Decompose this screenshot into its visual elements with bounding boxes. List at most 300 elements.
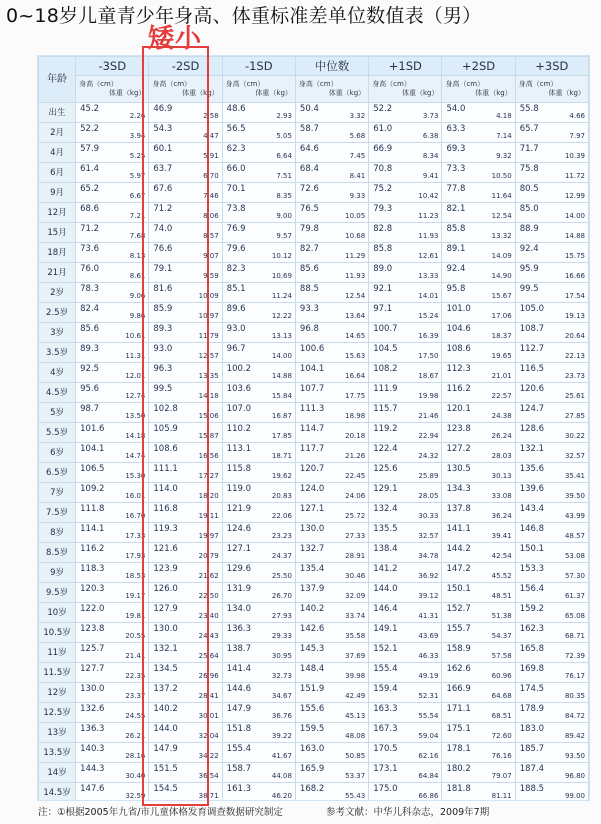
height-value: 89.0 bbox=[373, 264, 393, 274]
measurement-cell bbox=[369, 503, 442, 523]
measurement-cell bbox=[76, 783, 149, 802]
weight-value: 28.16 bbox=[125, 752, 146, 760]
measurement-cell bbox=[222, 183, 295, 203]
weight-value: 89.42 bbox=[564, 732, 585, 740]
measurement-cell bbox=[149, 483, 222, 503]
height-value: 122.4 bbox=[373, 444, 398, 454]
height-value: 168.2 bbox=[299, 784, 325, 794]
table-row bbox=[39, 683, 589, 703]
weight-value: 44.08 bbox=[271, 772, 292, 780]
measurement-cell bbox=[76, 163, 149, 183]
measurement-cell bbox=[442, 583, 515, 603]
band-subheader bbox=[222, 76, 295, 103]
age-label: 21月 bbox=[39, 263, 76, 283]
weight-value: 6.38 bbox=[422, 132, 439, 140]
height-value: 119.2 bbox=[373, 424, 398, 434]
measurement-cell bbox=[222, 683, 295, 703]
weight-value: 23.23 bbox=[271, 532, 292, 540]
weight-value: 41.67 bbox=[271, 752, 292, 760]
measurement-cell bbox=[515, 663, 588, 683]
weight-value: 6.70 bbox=[203, 172, 219, 180]
weight-value: 8.41 bbox=[349, 172, 366, 180]
measurement-cell bbox=[442, 563, 515, 583]
height-value: 105.9 bbox=[153, 424, 178, 434]
table-header bbox=[39, 57, 589, 103]
height-value: 85.6 bbox=[80, 324, 100, 334]
weight-value: 26.70 bbox=[271, 592, 292, 600]
height-value: 159.2 bbox=[519, 604, 545, 614]
measurement-cell bbox=[295, 203, 368, 223]
weight-value: 55.54 bbox=[418, 712, 439, 720]
weight-value: 48.57 bbox=[564, 532, 585, 540]
measurement-cell bbox=[295, 263, 368, 283]
weight-value: 96.80 bbox=[564, 772, 585, 780]
table-row bbox=[39, 223, 589, 243]
measurement-cell bbox=[295, 483, 368, 503]
height-unit-label: 身高（cm） bbox=[152, 80, 192, 88]
weight-value: 19.97 bbox=[198, 532, 219, 540]
weight-value: 41.31 bbox=[418, 612, 439, 620]
weight-value: 12.61 bbox=[418, 252, 439, 260]
weight-value: 24.38 bbox=[491, 412, 512, 420]
measurement-cell bbox=[76, 543, 149, 563]
table-row bbox=[39, 263, 589, 283]
weight-value: 3.94 bbox=[129, 132, 146, 140]
weight-value: 42.49 bbox=[345, 692, 366, 700]
weight-value: 17.93 bbox=[125, 552, 146, 560]
age-label: 12月 bbox=[39, 203, 76, 223]
measurement-cell bbox=[222, 743, 295, 763]
weight-value: 15.84 bbox=[271, 392, 292, 400]
weight-value: 26.24 bbox=[491, 432, 512, 440]
height-value: 75.2 bbox=[373, 184, 393, 194]
height-value: 95.8 bbox=[446, 284, 466, 294]
weight-value: 35.58 bbox=[345, 632, 366, 640]
measurement-cell bbox=[515, 483, 588, 503]
measurement-cell bbox=[442, 363, 515, 383]
height-value: 152.7 bbox=[446, 604, 471, 614]
age-label: 10.5岁 bbox=[39, 623, 76, 643]
weight-value: 10.42 bbox=[418, 192, 439, 200]
measurement-cell bbox=[149, 763, 222, 783]
weight-value: 17.85 bbox=[271, 432, 292, 440]
weight-value: 23.73 bbox=[564, 372, 585, 380]
height-value: 163.0 bbox=[299, 744, 325, 754]
measurement-cell bbox=[442, 323, 515, 343]
measurement-cell bbox=[222, 563, 295, 583]
height-value: 88.5 bbox=[299, 284, 319, 294]
measurement-cell bbox=[76, 423, 149, 443]
measurement-cell bbox=[442, 643, 515, 663]
weight-value: 8.61 bbox=[129, 272, 146, 280]
weight-value: 10.69 bbox=[271, 272, 292, 280]
weight-value: 16.01 bbox=[125, 492, 146, 500]
weight-value: 3.32 bbox=[349, 112, 366, 120]
measurement-cell bbox=[515, 523, 588, 543]
measurement-cell bbox=[222, 663, 295, 683]
height-value: 123.8 bbox=[80, 624, 105, 634]
weight-value: 36.54 bbox=[198, 772, 219, 780]
weight-value: 15.06 bbox=[198, 412, 219, 420]
weight-value: 36.92 bbox=[418, 572, 439, 580]
measurement-cell bbox=[222, 303, 295, 323]
measurement-cell bbox=[369, 763, 442, 783]
measurement-cell bbox=[442, 743, 515, 763]
height-value: 48.6 bbox=[226, 104, 246, 114]
height-value: 76.5 bbox=[299, 204, 319, 214]
measurement-cell bbox=[369, 123, 442, 143]
weight-value: 99.00 bbox=[564, 792, 585, 800]
weight-value: 22.50 bbox=[198, 592, 219, 600]
measurement-cell bbox=[295, 343, 368, 363]
measurement-cell bbox=[149, 323, 222, 343]
table-row bbox=[39, 723, 589, 743]
height-value: 137.9 bbox=[299, 584, 325, 594]
measurement-cell bbox=[295, 183, 368, 203]
weight-value: 5.91 bbox=[203, 152, 219, 160]
measurement-cell bbox=[76, 123, 149, 143]
measurement-cell bbox=[369, 663, 442, 683]
height-value: 137.8 bbox=[446, 504, 471, 514]
height-value: 96.7 bbox=[226, 344, 246, 354]
measurement-cell bbox=[369, 443, 442, 463]
measurement-cell bbox=[149, 683, 222, 703]
height-value: 180.2 bbox=[446, 764, 471, 774]
height-value: 76.6 bbox=[153, 244, 173, 254]
height-value: 125.6 bbox=[373, 464, 398, 474]
height-value: 92.4 bbox=[446, 264, 466, 274]
table-row bbox=[39, 423, 589, 443]
weight-value: 4.47 bbox=[203, 132, 219, 140]
measurement-cell bbox=[149, 423, 222, 443]
measurement-cell bbox=[222, 123, 295, 143]
age-label: 10岁 bbox=[39, 603, 76, 623]
height-value: 125.7 bbox=[80, 644, 105, 654]
height-value: 127.1 bbox=[226, 544, 251, 554]
height-value: 155.7 bbox=[446, 624, 471, 634]
weight-value: 10.50 bbox=[491, 172, 512, 180]
age-label: 12.5岁 bbox=[39, 703, 76, 723]
weight-value: 45.13 bbox=[345, 712, 366, 720]
measurement-cell bbox=[295, 383, 368, 403]
measurement-cell bbox=[76, 403, 149, 423]
height-value: 145.3 bbox=[299, 644, 325, 654]
height-value: 89.1 bbox=[446, 244, 466, 254]
weight-value: 84.72 bbox=[564, 712, 585, 720]
weight-value: 20.55 bbox=[125, 632, 146, 640]
height-value: 118.3 bbox=[80, 564, 105, 574]
height-value: 175.0 bbox=[373, 784, 398, 794]
measurement-cell bbox=[222, 263, 295, 283]
table-row bbox=[39, 623, 589, 643]
weight-value: 14.00 bbox=[564, 212, 585, 220]
measurement-cell bbox=[515, 263, 588, 283]
height-value: 65.2 bbox=[80, 184, 100, 194]
measurement-cell bbox=[149, 403, 222, 423]
measurement-cell bbox=[295, 543, 368, 563]
measurement-cell bbox=[295, 243, 368, 263]
measurement-cell bbox=[369, 343, 442, 363]
weight-value: 65.08 bbox=[564, 612, 585, 620]
height-value: 152.1 bbox=[373, 644, 398, 654]
age-label: 8岁 bbox=[39, 523, 76, 543]
weight-value: 52.31 bbox=[418, 692, 439, 700]
height-value: 135.6 bbox=[519, 464, 545, 474]
weight-value: 23.37 bbox=[125, 692, 146, 700]
weight-value: 48.51 bbox=[491, 592, 512, 600]
measurement-cell bbox=[369, 543, 442, 563]
weight-value: 19.65 bbox=[491, 352, 512, 360]
weight-value: 33.08 bbox=[491, 492, 512, 500]
table-row bbox=[39, 603, 589, 623]
weight-value: 22.45 bbox=[345, 472, 366, 480]
weight-value: 20.64 bbox=[564, 332, 585, 340]
height-value: 77.8 bbox=[446, 184, 466, 194]
height-value: 54.0 bbox=[446, 104, 466, 114]
height-value: 155.4 bbox=[226, 744, 251, 754]
measurement-cell bbox=[76, 723, 149, 743]
measurement-cell bbox=[369, 783, 442, 802]
measurement-cell bbox=[76, 703, 149, 723]
weight-value: 14.74 bbox=[125, 452, 146, 460]
measurement-cell bbox=[515, 123, 588, 143]
height-value: 112.3 bbox=[446, 364, 471, 374]
height-value: 85.6 bbox=[299, 264, 319, 274]
height-value: 106.5 bbox=[80, 464, 105, 474]
height-value: 127.2 bbox=[446, 444, 471, 454]
weight-value: 35.41 bbox=[564, 472, 585, 480]
weight-value: 30.01 bbox=[198, 712, 219, 720]
weight-value: 7.51 bbox=[276, 172, 292, 180]
height-value: 66.0 bbox=[226, 164, 246, 174]
height-value: 130.0 bbox=[153, 624, 178, 634]
height-value: 174.5 bbox=[519, 684, 545, 694]
measurement-cell bbox=[295, 523, 368, 543]
height-value: 71.2 bbox=[153, 204, 173, 214]
measurement-cell bbox=[369, 723, 442, 743]
height-value: 127.1 bbox=[299, 504, 325, 514]
weight-value: 32.73 bbox=[271, 672, 292, 680]
measurement-cell bbox=[76, 743, 149, 763]
height-value: 138.7 bbox=[226, 644, 251, 654]
height-value: 79.1 bbox=[153, 264, 173, 274]
height-value: 66.9 bbox=[373, 144, 393, 154]
weight-value: 17.33 bbox=[125, 532, 146, 540]
height-value: 113.1 bbox=[226, 444, 251, 454]
height-value: 82.1 bbox=[446, 204, 466, 214]
weight-value: 39.50 bbox=[564, 492, 585, 500]
weight-value: 11.23 bbox=[418, 212, 439, 220]
measurement-cell bbox=[369, 743, 442, 763]
height-value: 109.2 bbox=[80, 484, 105, 494]
weight-value: 11.24 bbox=[271, 292, 292, 300]
measurement-cell bbox=[149, 223, 222, 243]
height-value: 147.6 bbox=[80, 784, 105, 794]
height-value: 124.6 bbox=[226, 524, 251, 534]
height-value: 98.7 bbox=[80, 404, 100, 414]
measurement-cell bbox=[149, 463, 222, 483]
band-header: -3SD bbox=[76, 57, 149, 76]
weight-value: 28.05 bbox=[418, 492, 439, 500]
measurement-cell bbox=[442, 543, 515, 563]
height-value: 155.4 bbox=[373, 664, 398, 674]
weight-value: 39.22 bbox=[271, 732, 292, 740]
height-value: 95.6 bbox=[80, 384, 100, 394]
weight-value: 4.66 bbox=[569, 112, 585, 120]
height-value: 100.7 bbox=[373, 324, 398, 334]
weight-value: 53.08 bbox=[564, 552, 585, 560]
height-value: 140.3 bbox=[80, 744, 105, 754]
height-value: 79.3 bbox=[373, 204, 393, 214]
weight-value: 14.88 bbox=[564, 232, 585, 240]
age-label: 14.5岁 bbox=[39, 783, 76, 802]
measurement-cell bbox=[369, 403, 442, 423]
height-value: 70.8 bbox=[373, 164, 393, 174]
weight-value: 11.31 bbox=[125, 352, 146, 360]
weight-value: 46.20 bbox=[271, 792, 292, 800]
measurement-cell bbox=[222, 543, 295, 563]
measurement-cell bbox=[369, 703, 442, 723]
weight-value: 16.56 bbox=[198, 452, 219, 460]
measurement-cell bbox=[149, 103, 222, 123]
measurement-cell bbox=[222, 163, 295, 183]
height-value: 71.2 bbox=[80, 224, 100, 234]
weight-value: 22.13 bbox=[564, 352, 585, 360]
weight-value: 19.81 bbox=[125, 612, 146, 620]
height-value: 99.5 bbox=[519, 284, 539, 294]
weight-value: 32.57 bbox=[564, 452, 585, 460]
height-value: 175.1 bbox=[446, 724, 471, 734]
height-value: 167.3 bbox=[373, 724, 398, 734]
weight-value: 28.91 bbox=[345, 552, 366, 560]
height-value: 178.9 bbox=[519, 704, 545, 714]
measurement-cell bbox=[442, 683, 515, 703]
measurement-cell bbox=[295, 603, 368, 623]
footer-reference: 参考文献：中华儿科杂志，2009年7期 bbox=[326, 807, 490, 818]
height-value: 104.1 bbox=[80, 444, 105, 454]
height-value: 140.2 bbox=[153, 704, 178, 714]
height-value: 96.8 bbox=[299, 324, 319, 334]
height-value: 104.1 bbox=[299, 364, 325, 374]
weight-value: 29.33 bbox=[271, 632, 292, 640]
height-value: 128.6 bbox=[519, 424, 545, 434]
measurement-cell bbox=[295, 223, 368, 243]
measurement-cell bbox=[369, 263, 442, 283]
height-value: 165.9 bbox=[299, 764, 325, 774]
height-value: 108.6 bbox=[153, 444, 178, 454]
weight-unit-label: 体重（kg） bbox=[328, 89, 366, 97]
weight-value: 19.11 bbox=[198, 512, 219, 520]
measurement-cell bbox=[76, 243, 149, 263]
height-value: 114.7 bbox=[299, 424, 325, 434]
weight-value: 57.30 bbox=[564, 572, 585, 580]
measurement-cell bbox=[515, 103, 588, 123]
age-label: 15月 bbox=[39, 223, 76, 243]
weight-value: 39.41 bbox=[491, 532, 512, 540]
height-value: 123.8 bbox=[446, 424, 471, 434]
height-value: 142.6 bbox=[299, 624, 325, 634]
height-value: 112.7 bbox=[519, 344, 545, 354]
measurement-cell bbox=[442, 423, 515, 443]
measurement-cell bbox=[222, 383, 295, 403]
measurement-cell bbox=[222, 343, 295, 363]
weight-value: 15.63 bbox=[345, 352, 366, 360]
measurement-cell bbox=[442, 723, 515, 743]
height-value: 103.6 bbox=[226, 384, 251, 394]
height-value: 54.3 bbox=[153, 124, 173, 134]
table-row bbox=[39, 343, 589, 363]
weight-value: 46.33 bbox=[418, 652, 439, 660]
weight-value: 59.04 bbox=[418, 732, 439, 740]
weight-value: 34.22 bbox=[198, 752, 219, 760]
height-value: 93.0 bbox=[226, 324, 246, 334]
footer-note: 注：①根据2005年九省/市儿童体格发育调查数据研究制定 bbox=[38, 807, 283, 818]
weight-value: 7.46 bbox=[203, 192, 219, 200]
age-label: 13.5岁 bbox=[39, 743, 76, 763]
height-value: 141.4 bbox=[226, 664, 251, 674]
measurement-cell bbox=[442, 203, 515, 223]
height-value: 111.9 bbox=[373, 384, 398, 394]
height-value: 123.9 bbox=[153, 564, 178, 574]
measurement-cell bbox=[149, 783, 222, 802]
table-row bbox=[39, 303, 589, 323]
weight-value: 37.69 bbox=[345, 652, 366, 660]
age-label: 5岁 bbox=[39, 403, 76, 423]
height-value: 45.2 bbox=[80, 104, 100, 114]
height-value: 81.6 bbox=[153, 284, 173, 294]
weight-value: 21.26 bbox=[345, 452, 366, 460]
weight-value: 14.00 bbox=[271, 352, 292, 360]
weight-value: 80.35 bbox=[564, 692, 585, 700]
weight-value: 14.18 bbox=[125, 432, 146, 440]
measurement-cell bbox=[222, 403, 295, 423]
measurement-cell bbox=[222, 103, 295, 123]
weight-value: 17.50 bbox=[418, 352, 439, 360]
measurement-cell bbox=[515, 623, 588, 643]
height-unit-label: 身高（cm） bbox=[518, 80, 558, 88]
age-label: 5.5岁 bbox=[39, 423, 76, 443]
weight-value: 14.88 bbox=[271, 372, 292, 380]
weight-value: 16.70 bbox=[125, 512, 146, 520]
age-label: 9.5岁 bbox=[39, 583, 76, 603]
height-unit-label: 身高（cm） bbox=[79, 80, 118, 88]
measurement-cell bbox=[442, 523, 515, 543]
height-value: 153.3 bbox=[519, 564, 545, 574]
height-value: 141.1 bbox=[446, 524, 471, 534]
height-value: 89.6 bbox=[226, 304, 246, 314]
weight-value: 22.06 bbox=[271, 512, 292, 520]
weight-value: 10.97 bbox=[198, 312, 219, 320]
measurement-cell bbox=[442, 123, 515, 143]
weight-value: 18.53 bbox=[125, 572, 146, 580]
measurement-cell bbox=[515, 423, 588, 443]
height-value: 114.0 bbox=[153, 484, 178, 494]
height-value: 120.7 bbox=[299, 464, 325, 474]
height-value: 150.1 bbox=[519, 544, 545, 554]
height-value: 82.3 bbox=[226, 264, 246, 274]
measurement-cell bbox=[149, 123, 222, 143]
table-row bbox=[39, 743, 589, 763]
height-value: 141.2 bbox=[373, 564, 398, 574]
measurement-cell bbox=[442, 403, 515, 423]
height-value: 121.6 bbox=[153, 544, 178, 554]
height-value: 72.6 bbox=[299, 184, 319, 194]
height-value: 73.3 bbox=[446, 164, 466, 174]
measurement-cell bbox=[76, 343, 149, 363]
height-value: 116.2 bbox=[446, 384, 471, 394]
height-value: 127.7 bbox=[80, 664, 105, 674]
weight-value: 32.59 bbox=[125, 792, 146, 800]
